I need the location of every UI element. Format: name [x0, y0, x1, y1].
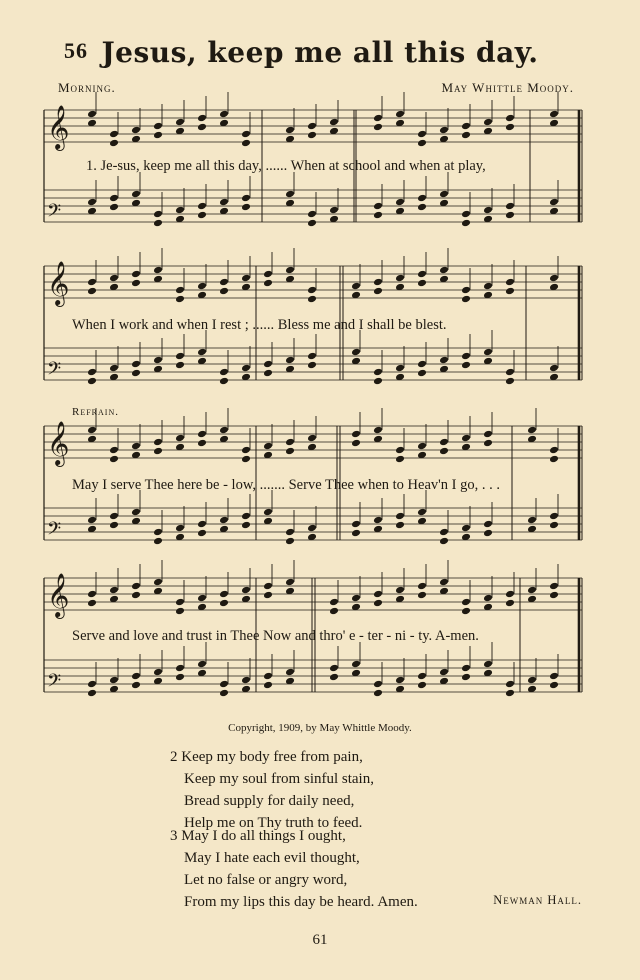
note-head	[461, 598, 471, 607]
note-head	[373, 426, 383, 435]
note-head	[417, 672, 427, 681]
note-head	[263, 270, 273, 279]
note-head	[461, 361, 471, 370]
note-head	[263, 681, 273, 690]
note-head	[483, 282, 493, 291]
note-head	[373, 368, 383, 377]
note-head	[505, 368, 515, 377]
note-head	[351, 529, 361, 538]
note-head	[373, 278, 383, 287]
note-head	[351, 520, 361, 529]
note-head	[483, 118, 493, 127]
note-head	[483, 430, 493, 439]
note-head	[263, 360, 273, 369]
note-head	[549, 681, 559, 690]
note-head	[131, 360, 141, 369]
page-number: 61	[312, 932, 328, 948]
note-head	[285, 528, 295, 537]
note-head	[153, 578, 163, 587]
note-head	[307, 434, 317, 443]
note-head	[109, 139, 119, 148]
note-head	[219, 516, 229, 525]
bass-clef-icon: 𝄢	[47, 359, 62, 384]
tempo-marking: Morning.	[58, 80, 116, 95]
note-head	[505, 590, 515, 599]
note-head	[197, 211, 207, 220]
stanza-line: Bread supply for daily need,	[184, 793, 355, 809]
note-head	[219, 198, 229, 207]
note-head	[373, 123, 383, 132]
note-head	[263, 442, 273, 451]
note-head	[263, 582, 273, 591]
note-head	[241, 139, 251, 148]
note-head	[373, 516, 383, 525]
note-head	[483, 594, 493, 603]
note-head	[175, 295, 185, 304]
note-head	[197, 114, 207, 123]
note-head	[505, 278, 515, 287]
note-head	[417, 130, 427, 139]
note-head	[219, 110, 229, 119]
note-head	[219, 368, 229, 377]
note-head	[483, 206, 493, 215]
note-head	[527, 676, 537, 685]
note-head	[417, 369, 427, 378]
stanza-2	[170, 746, 374, 834]
note-head	[351, 594, 361, 603]
note-head	[109, 194, 119, 203]
note-head	[109, 446, 119, 455]
note-head	[439, 126, 449, 135]
note-head	[153, 447, 163, 456]
note-head	[285, 190, 295, 199]
note-head	[109, 274, 119, 283]
note-head	[153, 131, 163, 140]
treble-clef-icon: 𝄞	[47, 421, 70, 465]
note-head	[131, 582, 141, 591]
note-head	[219, 680, 229, 689]
note-head	[549, 455, 559, 464]
note-head	[461, 664, 471, 673]
note-head	[241, 274, 251, 283]
note-head	[505, 689, 515, 698]
note-head	[285, 266, 295, 275]
lyric-line-2: When I work and when I rest ; ...... Bless me and I shall be blest.	[72, 317, 447, 333]
note-head	[417, 681, 427, 690]
note-head	[87, 680, 97, 689]
note-head	[351, 660, 361, 669]
note-head	[527, 426, 537, 435]
note-head	[483, 660, 493, 669]
note-head	[439, 447, 449, 456]
note-head	[439, 190, 449, 199]
note-head	[131, 672, 141, 681]
note-head	[395, 676, 405, 685]
note-head	[373, 680, 383, 689]
note-head	[461, 286, 471, 295]
note-head	[285, 356, 295, 365]
stanza-line: Let no false or angry word,	[184, 872, 348, 888]
note-head	[549, 672, 559, 681]
note-head	[285, 578, 295, 587]
lyric-line-3: May I serve Thee here be - low, ....... Serve Thee when to Heav'n I go, . . .	[72, 477, 500, 493]
note-head	[395, 110, 405, 119]
note-head	[395, 198, 405, 207]
note-head	[87, 599, 97, 608]
note-head	[505, 377, 515, 386]
note-head	[153, 668, 163, 677]
note-head	[505, 599, 515, 608]
note-head	[329, 664, 339, 673]
note-head	[241, 194, 251, 203]
note-head	[461, 607, 471, 616]
note-head	[373, 114, 383, 123]
note-head	[175, 118, 185, 127]
copyright-notice: Copyright, 1909, by May Whittle Moody.	[228, 722, 412, 734]
note-head	[549, 512, 559, 521]
note-head	[131, 681, 141, 690]
note-head	[417, 194, 427, 203]
note-head	[197, 348, 207, 357]
note-head	[153, 219, 163, 228]
stanza-line: From my lips this day be heard. Amen.	[184, 894, 418, 910]
note-head	[109, 203, 119, 212]
note-head	[417, 582, 427, 591]
note-head	[549, 446, 559, 455]
note-head	[483, 529, 493, 538]
note-head	[417, 442, 427, 451]
note-head	[263, 591, 273, 600]
note-head	[87, 590, 97, 599]
note-head	[549, 582, 559, 591]
note-head	[439, 537, 449, 546]
note-head	[373, 202, 383, 211]
note-head	[87, 368, 97, 377]
note-head	[131, 369, 141, 378]
note-head	[175, 206, 185, 215]
note-head	[307, 286, 317, 295]
note-head	[197, 123, 207, 132]
note-head	[175, 673, 185, 682]
note-head	[197, 594, 207, 603]
note-head	[109, 130, 119, 139]
note-head	[153, 537, 163, 546]
refrain-label: Refrain.	[72, 406, 119, 418]
note-head	[417, 360, 427, 369]
note-head	[439, 578, 449, 587]
note-head	[307, 122, 317, 131]
note-head	[131, 442, 141, 451]
note-head	[219, 278, 229, 287]
note-head	[417, 279, 427, 288]
stanza-3	[170, 825, 418, 913]
note-head	[197, 529, 207, 538]
note-head	[109, 521, 119, 530]
note-head	[219, 689, 229, 698]
note-head	[131, 279, 141, 288]
composer-credit: May Whittle Moody.	[441, 80, 574, 95]
bass-clef-icon: 𝄢	[47, 671, 62, 696]
note-head	[351, 439, 361, 448]
note-head	[549, 274, 559, 283]
lyric-line-1: 1. Je-sus, keep me all this day, ...... When at school and when at play,	[86, 158, 486, 174]
note-head	[461, 131, 471, 140]
note-head	[109, 364, 119, 373]
note-head	[439, 528, 449, 537]
note-head	[439, 356, 449, 365]
note-head	[153, 528, 163, 537]
treble-clef-icon: 𝄞	[47, 105, 70, 149]
note-head	[417, 591, 427, 600]
note-head	[131, 591, 141, 600]
note-head	[307, 524, 317, 533]
note-head	[417, 508, 427, 517]
note-head	[131, 126, 141, 135]
note-head	[241, 455, 251, 464]
note-head	[87, 426, 97, 435]
note-head	[153, 122, 163, 131]
note-head	[505, 123, 515, 132]
note-head	[197, 439, 207, 448]
bass-clef-icon: 𝄢	[47, 201, 62, 226]
note-head	[197, 660, 207, 669]
note-head	[373, 689, 383, 698]
note-head	[307, 361, 317, 370]
note-head	[87, 278, 97, 287]
note-head	[131, 270, 141, 279]
note-head	[395, 521, 405, 530]
note-head	[373, 287, 383, 296]
note-head	[241, 203, 251, 212]
note-head	[285, 126, 295, 135]
note-head	[307, 295, 317, 304]
note-head	[263, 508, 273, 517]
note-head	[439, 668, 449, 677]
note-head	[439, 438, 449, 447]
note-head	[395, 274, 405, 283]
stanza-line: 3 May I do all things I ought,	[170, 828, 346, 844]
note-head	[549, 521, 559, 530]
note-head	[395, 586, 405, 595]
note-head	[373, 211, 383, 220]
note-head	[461, 295, 471, 304]
note-head	[549, 198, 559, 207]
note-head	[395, 455, 405, 464]
note-head	[461, 352, 471, 361]
note-head	[329, 598, 339, 607]
note-head	[549, 591, 559, 600]
note-head	[329, 673, 339, 682]
note-head	[87, 287, 97, 296]
note-head	[219, 590, 229, 599]
stanza-line: 2 Keep my body free from pain,	[170, 749, 363, 765]
note-head	[395, 364, 405, 373]
note-head	[527, 586, 537, 595]
note-head	[131, 190, 141, 199]
note-head	[351, 430, 361, 439]
note-head	[175, 607, 185, 616]
note-head	[373, 599, 383, 608]
note-head	[505, 287, 515, 296]
note-head	[109, 512, 119, 521]
note-head	[461, 210, 471, 219]
treble-clef-icon: 𝄞	[47, 261, 70, 305]
note-head	[219, 599, 229, 608]
note-head	[527, 516, 537, 525]
note-head	[439, 266, 449, 275]
note-head	[197, 520, 207, 529]
stanza-line: May I hate each evil thought,	[184, 850, 360, 866]
note-head	[505, 680, 515, 689]
lyric-line-4: Serve and love and trust in Thee Now and thro' e - ter - ni - ty. A-men.	[72, 628, 479, 644]
treble-clef-icon: 𝄞	[47, 573, 70, 617]
hymn-title: Jesus, keep me all this day.	[101, 36, 539, 69]
note-head	[109, 586, 119, 595]
note-head	[87, 198, 97, 207]
note-head	[241, 446, 251, 455]
note-head	[307, 131, 317, 140]
note-head	[109, 676, 119, 685]
note-head	[197, 202, 207, 211]
note-head	[175, 361, 185, 370]
hymn-number: 56	[64, 38, 88, 63]
note-head	[329, 206, 339, 215]
note-head	[307, 210, 317, 219]
note-head	[549, 110, 559, 119]
note-head	[263, 369, 273, 378]
note-head	[329, 118, 339, 127]
note-head	[461, 122, 471, 131]
note-head	[87, 689, 97, 698]
note-head	[549, 364, 559, 373]
bass-clef-icon: 𝄢	[47, 519, 62, 544]
note-head	[131, 508, 141, 517]
note-head	[461, 673, 471, 682]
note-head	[285, 537, 295, 546]
note-head	[351, 282, 361, 291]
note-head	[417, 203, 427, 212]
note-head	[241, 512, 251, 521]
stanza-line: Keep my soul from sinful stain,	[184, 771, 374, 787]
note-head	[241, 676, 251, 685]
note-head	[285, 668, 295, 677]
note-head	[175, 286, 185, 295]
note-head	[263, 672, 273, 681]
note-head	[483, 439, 493, 448]
note-head	[505, 202, 515, 211]
note-head	[197, 430, 207, 439]
note-head	[307, 352, 317, 361]
stanza-line: Help me on Thy truth to feed.	[184, 815, 363, 831]
note-head	[153, 356, 163, 365]
note-head	[87, 110, 97, 119]
note-head	[175, 524, 185, 533]
note-head	[219, 377, 229, 386]
note-head	[241, 364, 251, 373]
note-head	[241, 521, 251, 530]
note-head	[307, 219, 317, 228]
note-head	[175, 664, 185, 673]
note-head	[505, 211, 515, 220]
note-head	[153, 210, 163, 219]
note-head	[461, 434, 471, 443]
note-head	[219, 426, 229, 435]
note-head	[109, 455, 119, 464]
note-head	[241, 586, 251, 595]
note-head	[417, 270, 427, 279]
note-head	[461, 219, 471, 228]
note-head	[175, 598, 185, 607]
note-head	[153, 438, 163, 447]
note-head	[285, 438, 295, 447]
note-head	[153, 266, 163, 275]
lyricist-credit: Newman Hall.	[493, 893, 582, 907]
note-head	[373, 377, 383, 386]
note-head	[395, 446, 405, 455]
note-head	[461, 524, 471, 533]
note-head	[351, 348, 361, 357]
note-head	[87, 516, 97, 525]
note-head	[395, 512, 405, 521]
note-head	[263, 279, 273, 288]
note-head	[175, 352, 185, 361]
note-head	[373, 590, 383, 599]
note-head	[285, 447, 295, 456]
note-head	[505, 114, 515, 123]
note-head	[483, 520, 493, 529]
note-head	[417, 139, 427, 148]
note-head	[219, 287, 229, 296]
note-head	[241, 130, 251, 139]
note-head	[87, 377, 97, 386]
note-head	[197, 282, 207, 291]
note-head	[329, 607, 339, 616]
note-head	[175, 434, 185, 443]
note-head	[483, 348, 493, 357]
